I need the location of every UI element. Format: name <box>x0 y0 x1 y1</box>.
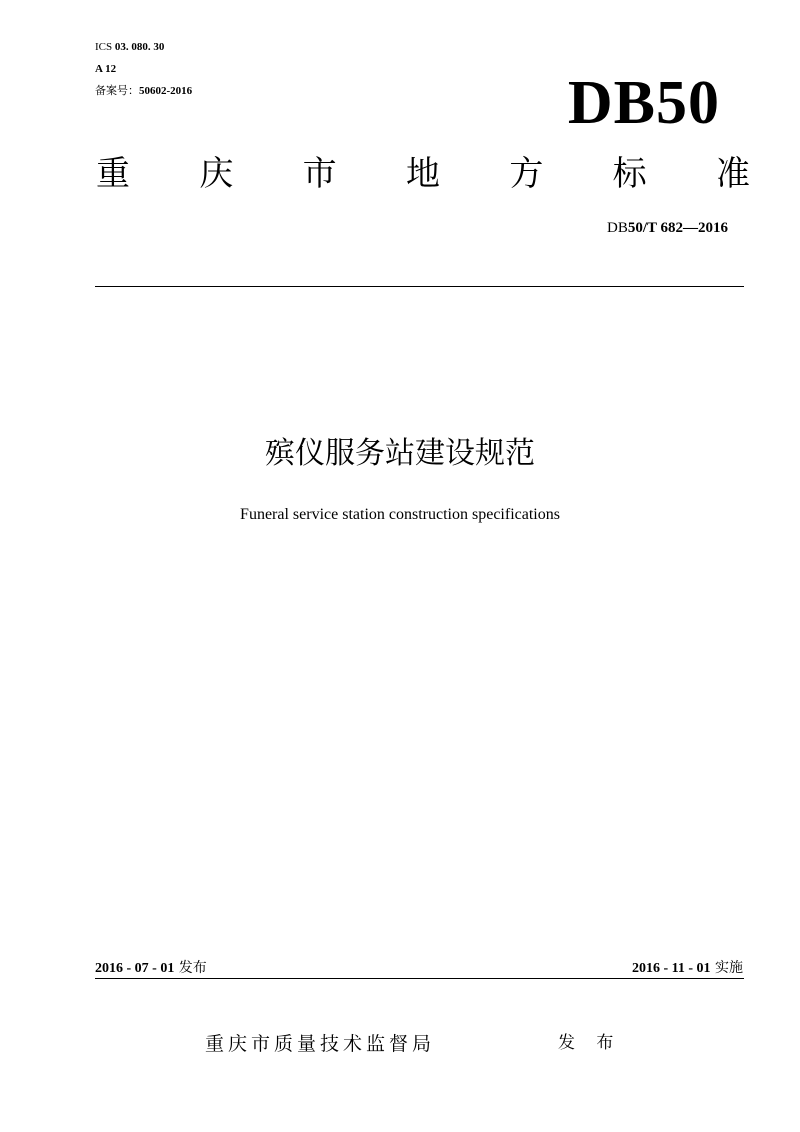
standard-type-char: 地 <box>405 154 440 194</box>
standard-number-prefix: DB <box>607 220 628 236</box>
standard-number <box>607 219 728 237</box>
standard-type-char: 标 <box>612 154 647 194</box>
ics-label: ICS <box>95 41 113 53</box>
top-divider <box>95 286 744 287</box>
standard-type-heading <box>96 152 750 196</box>
ics-value: 03. 080. 30 <box>114 41 165 53</box>
standard-number-value: 50/T 682—2016 <box>627 220 728 236</box>
record-label: 备案号： <box>95 84 139 97</box>
issuer-action: 发 布 <box>558 1033 622 1053</box>
standard-type-char: 准 <box>715 154 750 194</box>
implement-word: 实施 <box>715 960 743 976</box>
bottom-divider <box>95 978 744 979</box>
issuing-authority: 重庆市质量技术监督局 <box>205 1033 436 1055</box>
standard-type-char: 重 <box>96 154 130 194</box>
title-english: Funeral service station construction specifications <box>240 506 560 523</box>
record-value: 50602-2016 <box>139 85 193 97</box>
issue-date: 2016 - 07 - 01 <box>95 961 175 976</box>
record-number-line <box>95 84 192 98</box>
standard-type-char: 方 <box>509 154 544 194</box>
implement-date-line <box>632 958 743 979</box>
ics-code-line <box>95 41 164 54</box>
issue-date-line <box>95 958 207 979</box>
issue-word: 发布 <box>178 960 207 976</box>
implement-date: 2016 - 11 - 01 <box>631 961 711 976</box>
standard-type-char: 市 <box>302 154 337 194</box>
standard-type-char: 庆 <box>199 154 234 194</box>
title-chinese: 殡仪服务站建设规范 <box>265 436 535 471</box>
standard-mark: DB50 <box>567 69 720 137</box>
ccs-value: A 12 <box>95 63 117 75</box>
ccs-code-line <box>95 63 116 76</box>
